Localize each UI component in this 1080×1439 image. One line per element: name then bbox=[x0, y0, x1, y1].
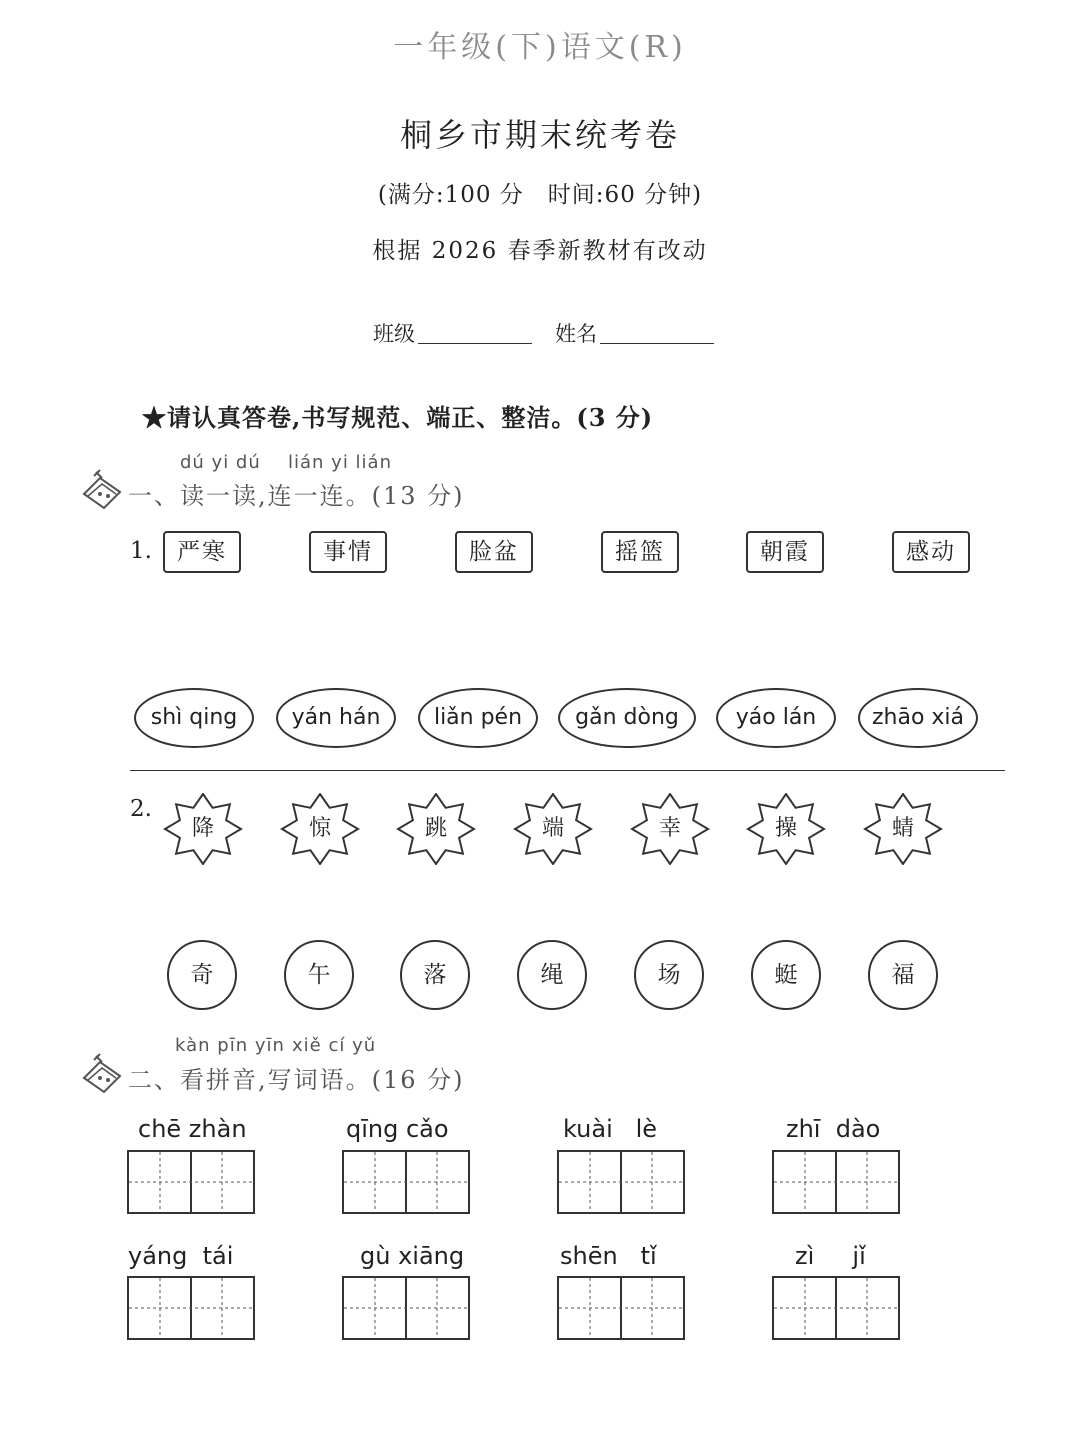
question2-number: 2. bbox=[130, 796, 152, 822]
section1-pinyin-hint-b: lián yi lián bbox=[288, 452, 392, 473]
star-character[interactable] bbox=[863, 793, 943, 865]
circle-character[interactable]: 奇 bbox=[167, 940, 237, 1010]
star-character[interactable] bbox=[630, 793, 710, 865]
word-box[interactable]: 事情 bbox=[309, 531, 387, 573]
star-character[interactable] bbox=[163, 793, 243, 865]
pinyin-word: zhī dào bbox=[786, 1115, 881, 1143]
star-character[interactable] bbox=[513, 793, 593, 865]
pencil-book-icon bbox=[80, 468, 126, 512]
star-character-label: 操 bbox=[774, 816, 797, 841]
star-character[interactable] bbox=[396, 793, 476, 865]
pinyin-word: yáng tái bbox=[128, 1242, 234, 1270]
circle-character[interactable]: 落 bbox=[400, 940, 470, 1010]
name-blank[interactable] bbox=[600, 343, 714, 344]
word-box[interactable]: 严寒 bbox=[163, 531, 241, 573]
revision-note: 根据 2026 春季新教材有改动 bbox=[372, 238, 708, 264]
pinyin-word: chē zhàn bbox=[138, 1115, 247, 1143]
score-time-info: (满分:100 分 时间:60 分钟) bbox=[377, 182, 703, 208]
section2-title: 二、看拼音,写词语。(16 分) bbox=[128, 1066, 465, 1094]
circle-character[interactable]: 蜓 bbox=[751, 940, 821, 1010]
pinyin-word: kuài lè bbox=[563, 1115, 658, 1143]
writing-grid[interactable] bbox=[127, 1276, 255, 1340]
class-blank[interactable] bbox=[418, 343, 532, 344]
section-divider bbox=[130, 770, 1005, 771]
word-box[interactable]: 摇篮 bbox=[601, 531, 679, 573]
star-character[interactable] bbox=[746, 793, 826, 865]
circle-character[interactable]: 场 bbox=[634, 940, 704, 1010]
writing-grid[interactable] bbox=[342, 1150, 470, 1214]
question1-number: 1. bbox=[130, 538, 152, 564]
star-character-label: 幸 bbox=[658, 816, 681, 841]
exam-title: 桐乡市期末统考卷 bbox=[399, 116, 680, 154]
pinyin-word: shēn tǐ bbox=[560, 1242, 657, 1270]
writing-grid[interactable] bbox=[342, 1276, 470, 1340]
pinyin-oval[interactable]: yáo lán bbox=[716, 688, 836, 748]
writing-grid[interactable] bbox=[772, 1276, 900, 1340]
circle-character[interactable]: 绳 bbox=[517, 940, 587, 1010]
pinyin-oval[interactable]: liǎn pén bbox=[418, 688, 538, 748]
writing-grid[interactable] bbox=[557, 1276, 685, 1340]
pinyin-oval[interactable]: shì qing bbox=[134, 688, 254, 748]
section2-pinyin-hint-a: kàn pīn yīn bbox=[175, 1035, 285, 1056]
pinyin-word: gù xiāng bbox=[360, 1242, 465, 1270]
name-label: 姓名 bbox=[555, 322, 597, 346]
star-character-label: 蜻 bbox=[891, 816, 914, 841]
pinyin-word: qīng cǎo bbox=[346, 1115, 449, 1143]
section1-pinyin-hint-a: dú yi dú bbox=[180, 452, 261, 473]
section1-title: 一、读一读,连一连。(13 分) bbox=[128, 482, 465, 510]
pencil-book-icon bbox=[80, 1052, 126, 1096]
star-character-label: 惊 bbox=[308, 816, 331, 841]
class-label: 班级 bbox=[373, 322, 415, 346]
writing-grid[interactable] bbox=[127, 1150, 255, 1214]
pinyin-oval[interactable]: yán hán bbox=[276, 688, 396, 748]
word-box[interactable]: 脸盆 bbox=[455, 531, 533, 573]
word-box[interactable]: 感动 bbox=[892, 531, 970, 573]
pinyin-oval[interactable]: zhāo xiá bbox=[858, 688, 978, 748]
star-character[interactable] bbox=[280, 793, 360, 865]
section2-pinyin-hint-b: xiě cí yǔ bbox=[292, 1035, 377, 1056]
writing-grid[interactable] bbox=[772, 1150, 900, 1214]
pinyin-oval[interactable]: gǎn dòng bbox=[558, 688, 696, 748]
word-box[interactable]: 朝霞 bbox=[746, 531, 824, 573]
star-character-label: 端 bbox=[541, 816, 564, 841]
pinyin-word: zì jǐ bbox=[795, 1242, 866, 1270]
star-character-label: 降 bbox=[191, 816, 214, 841]
instruction-text: ★请认真答卷,书写规范、端正、整洁。(3 分) bbox=[142, 403, 654, 432]
grade-subject-header: 一年级(下)语文(R) bbox=[393, 30, 687, 65]
star-character-label: 跳 bbox=[424, 816, 447, 841]
circle-character[interactable]: 福 bbox=[868, 940, 938, 1010]
writing-grid[interactable] bbox=[557, 1150, 685, 1214]
circle-character[interactable]: 午 bbox=[284, 940, 354, 1010]
